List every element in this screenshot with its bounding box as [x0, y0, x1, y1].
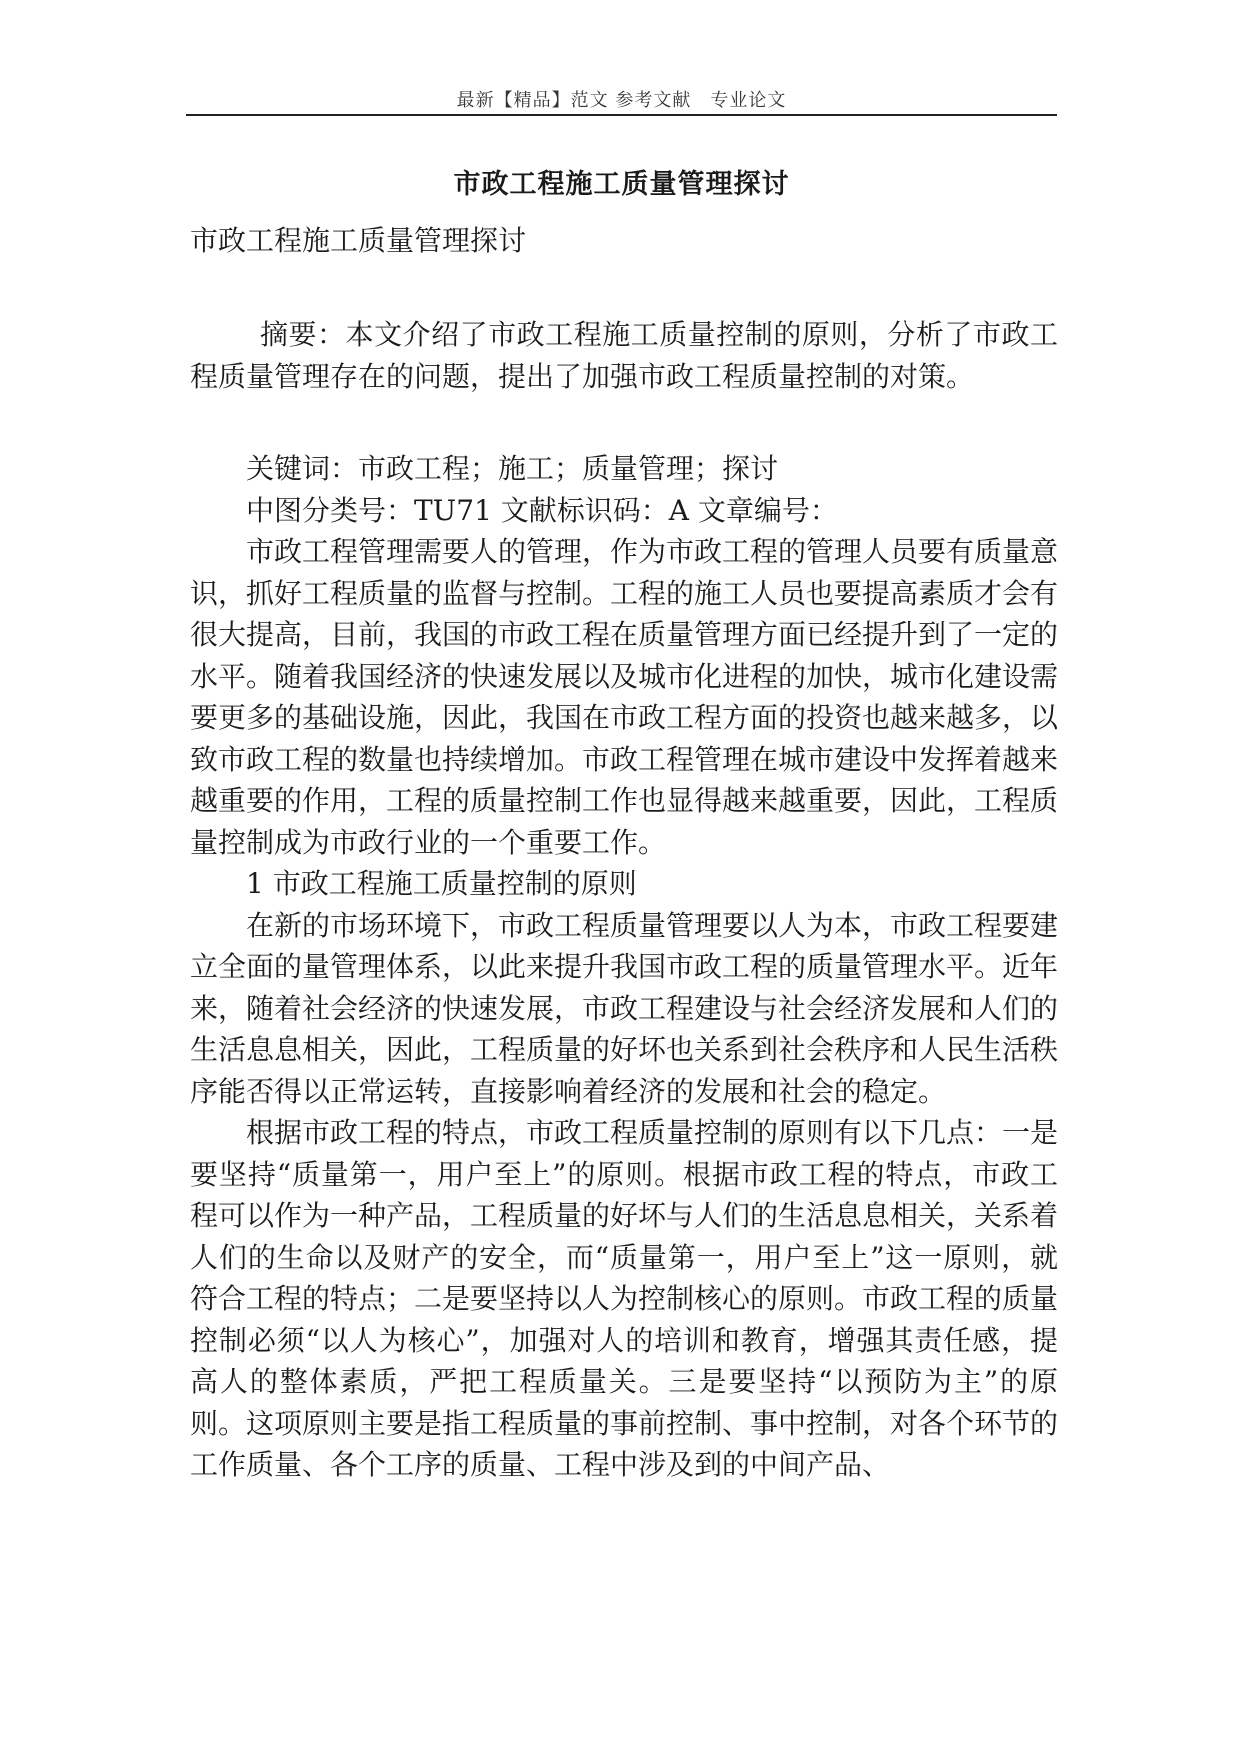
abstract-paragraph: 摘要：本文介绍了市政工程施工质量控制的原则，分析了市政工程质量管理存在的问题，提出了加强市政工程质量控制的对策。: [190, 318, 1058, 393]
body-paragraph-principles: 根据市政工程的特点，市政工程质量控制的原则有以下几点：一是要坚持“质量第一，用户至上”的原则。根据市政工程的特点，市政工程可以作为一种产品，工程质量的好坏与人们的生活息息相关，关系着人们的生命以及财产的安全，而“质量第一，用户至上”这一原则，就符合工程的特点；二是要坚持以人为控制核心的原则。市政工程的质量控制必须“以人为核心”，加强对人的培训和教育，增强其责任感，提高人的整体素质，严把工程质量关。三是要坚持“以预防为主”的原则。这项原则主要是指工程质量的事前控制、事中控制，对各个环节的工作质量、各个工序的质量、工程中涉及到的中间产品、: [190, 1116, 1059, 1481]
section-heading: 1 市政工程施工质量控制的原则: [246, 867, 637, 900]
header-divider: [186, 114, 1057, 116]
classification-line: 中图分类号：TU71 文献标识码：A 文章编号：: [246, 494, 838, 527]
running-header: 最新【精品】范文 参考文献 专业论文: [456, 90, 787, 111]
document-subtitle: 市政工程施工质量管理探讨: [190, 224, 527, 257]
body-paragraph-environment: 在新的市场环境下，市政工程质量管理要以人为本，市政工程要建立全面的量管理体系，以此来提升我国市政工程的质量管理水平。近年来，随着社会经济的快速发展，市政工程建设与社会经济发展和人们的生活息息相关，因此，工程质量的好坏也关系到社会秩序和人民生活秩序能否得以正常运转，直接影响着经济的发展和社会的稳定。: [190, 908, 1059, 1108]
body-paragraphs: [190, 531, 1058, 1486]
keywords-line: 关键词：市政工程；施工；质量管理；探讨: [246, 452, 779, 485]
body-paragraph-intro: 市政工程管理需要人的管理，作为市政工程的管理人员要有质量意识，抓好工程质量的监督与控制。工程的施工人员也要提高素质才会有很大提高，目前，我国的市政工程在质量管理方面已经提升到了一定的水平。随着我国经济的快速发展以及城市化进程的加快，城市化建设需要更多的基础设施，因此，我国在市政工程方面的投资也越来越多，以致市政工程的数量也持续增加。市政工程管理在城市建设中发挥着越来越重要的作用，工程的质量控制工作也显得越来越重要，因此，工程质量控制成为市政行业的一个重要工作。: [190, 535, 1059, 859]
document-title: 市政工程施工质量管理探讨: [453, 169, 790, 200]
